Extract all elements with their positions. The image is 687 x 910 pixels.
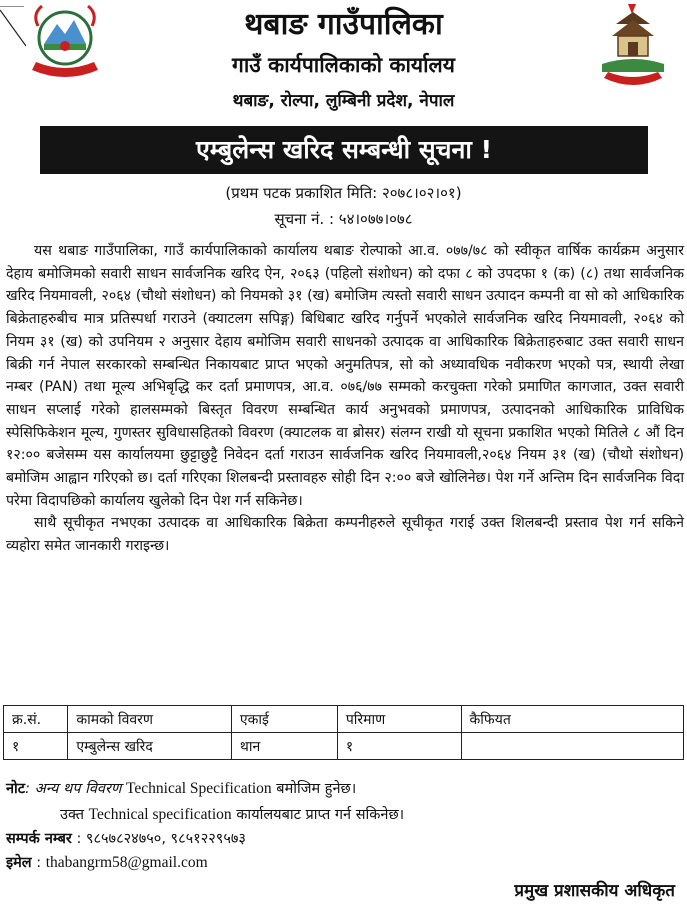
email-line: इमेल : thabangrm58@gmail.com — [6, 854, 208, 871]
table-cell: १ — [4, 733, 68, 760]
body-paragraph: यस थबाङ गाउँपालिका, गाउँ कार्यपालिकाको कार्यालय थबाङ रोल्पाको आ.व. ०७७/७८ को स्वीकृत वार्षिक कार्यक्रम अनुसार देहाय बमोजिमको सवारी साधन सार्वजनिक खरिद ऐन, २०६३ (पहिलो संशोधन) को दफा ८ को उपदफा १ (क) (८) तथा सार्वजनिक खरिद नियमावली, २०६४ (चौथो संशोधन) को नियमको ३१ (ख) बमोजिम त्यस्तो सवारी साधन उत्पादन कम्पनी वा सो को आधिकारिक बिक्रेताहरुबीच मात्र प्रतिस्पर्धा गराउने (क्याटलग सपिङ्ग) बिधिबाट खरिद गर्नुपर्ने भएकोले सार्वजनिक खरिद नियमावली, २०६४ को नियम ३१ (ख) को उपनियम २ अनुसार देहाय बमोजिम सवारी साधनको उत्पादक वा आधिकारिक बिक्रेताहरुबाट उक्त सवारी साधन बिक्री गर्न नेपाल सरकारको सम्बन्धित निकायबाट प्राप्त भएको अनुमतिपत्र, सो को अध्यावधिक नवीकरण भएको पत्र, स्थायी लेखा नम्बर (PAN) तथा मूल्य अभिबृद्धि कर दर्ता प्रमाणपत्र, आ.व. ०७६/७७ सम्मको करचुक्ता गरेको प्रमाणित कागजात, उक्त सवारी साधन सप्लाई गरेको हालसम्मको बिस्तृत विवरण सम्बन्धित कार्य अनुभवको प्रमाणपत्र, उत्पादनको आधिकारिक प्राविधिक स्पेसिफिकेशन मूल्य, गुणस्तर सुविधासहितको विवरण (क्याटलक वा ब्रोसर) संलग्न राखी यो सूचना प्रकाशित भएको मितिले ८ औं दिन १२:०० बजेसम्म यस कार्यालयमा छुट्टाछुट्टै निवेदन दर्ता गराउन सार्वजनिक खरिद नियमावली,२०६४ नियम ३१ (ख) (चौथो संशोधन) बमोजिम आह्वान गरिएको छ। दर्ता गरिएका शिलबन्दी प्रस्तावहरु सोही दिन २:०० बजे खोलिनेछ। पेश गर्ने अन्तिम दिन सार्वजनिक विदा परेमा विदापछिको कार्यालय खुलेको दिन पेश गर्न सकिनेछ। — [6, 243, 684, 509]
contact-line — [6, 828, 246, 850]
contact-numbers: : ९८५७८२४७५०, ९८५१२२९५७३ — [76, 831, 246, 847]
table-header-cell: कामको विवरण — [68, 706, 232, 733]
note-line-1 — [6, 778, 356, 800]
table-cell — [461, 733, 683, 760]
office-address: थबाङ, रोल्पा, लुम्बिनी प्रदेश, नेपाल — [232, 91, 455, 111]
table-cell: १ — [337, 733, 461, 760]
note-label: नोट — [6, 781, 26, 797]
table-cell: थान — [231, 733, 337, 760]
letterhead — [0, 0, 687, 128]
note-text: बमोजिम हुनेछ। — [276, 781, 357, 797]
note-text: कार्यालयबाट प्राप्त गर्न सकिनेछ। — [236, 807, 405, 823]
table-row — [4, 733, 684, 760]
office-name: गाउँ कार्यपालिकाको कार्यालय — [232, 53, 455, 77]
municipality-logo-icon — [598, 2, 668, 94]
notice-banner: एम्बुलेन्स खरिद सम्बन्धी सूचना ! — [40, 126, 648, 174]
signatory-title: प्रमुख प्रशासकीय अधिकृत — [514, 881, 675, 901]
email-label: इमेल — [6, 855, 32, 871]
note-text: : अन्य थप विवरण — [25, 781, 122, 797]
nepal-emblem-icon — [22, 0, 108, 78]
table-header-row — [4, 706, 684, 733]
table-cell: एम्बुलेन्स खरिद — [68, 733, 232, 760]
table-header-cell: क्र.सं. — [4, 706, 68, 733]
items-table — [3, 705, 684, 760]
notice-number: सूचना नं. : ५४।०७७।०७८ — [274, 210, 413, 228]
note-line-2 — [60, 804, 404, 826]
note-text: उक्त — [60, 807, 84, 823]
email-address: thabangrm58@gmail.com — [45, 854, 208, 871]
contact-label: सम्पर्क नम्बर — [6, 831, 72, 847]
table-header-cell: कैफियत — [461, 706, 683, 733]
note-latin-text: Technical specification — [88, 806, 232, 823]
body-paragraph: साथै सूचीकृत नभएका उत्पादक वा आधिकारिक बिक्रेता कम्पनीहरुले सूचीकृत गराई उक्त शिलबन्दी प्रस्ताव पेश गर्न सकिने व्यहोरा समेत जानकारी गराइन्छ। — [6, 515, 684, 555]
page-title: थबाङ गाउँपालिका — [244, 7, 443, 42]
notice-body — [6, 240, 684, 558]
publication-date: (प्रथम पटक प्रकाशित मिति: २०७८।०२।०१) — [225, 184, 462, 202]
note-latin-text: Technical Specification — [126, 780, 272, 797]
table-header-cell: एकाई — [231, 706, 337, 733]
table-header-cell: परिमाण — [337, 706, 461, 733]
